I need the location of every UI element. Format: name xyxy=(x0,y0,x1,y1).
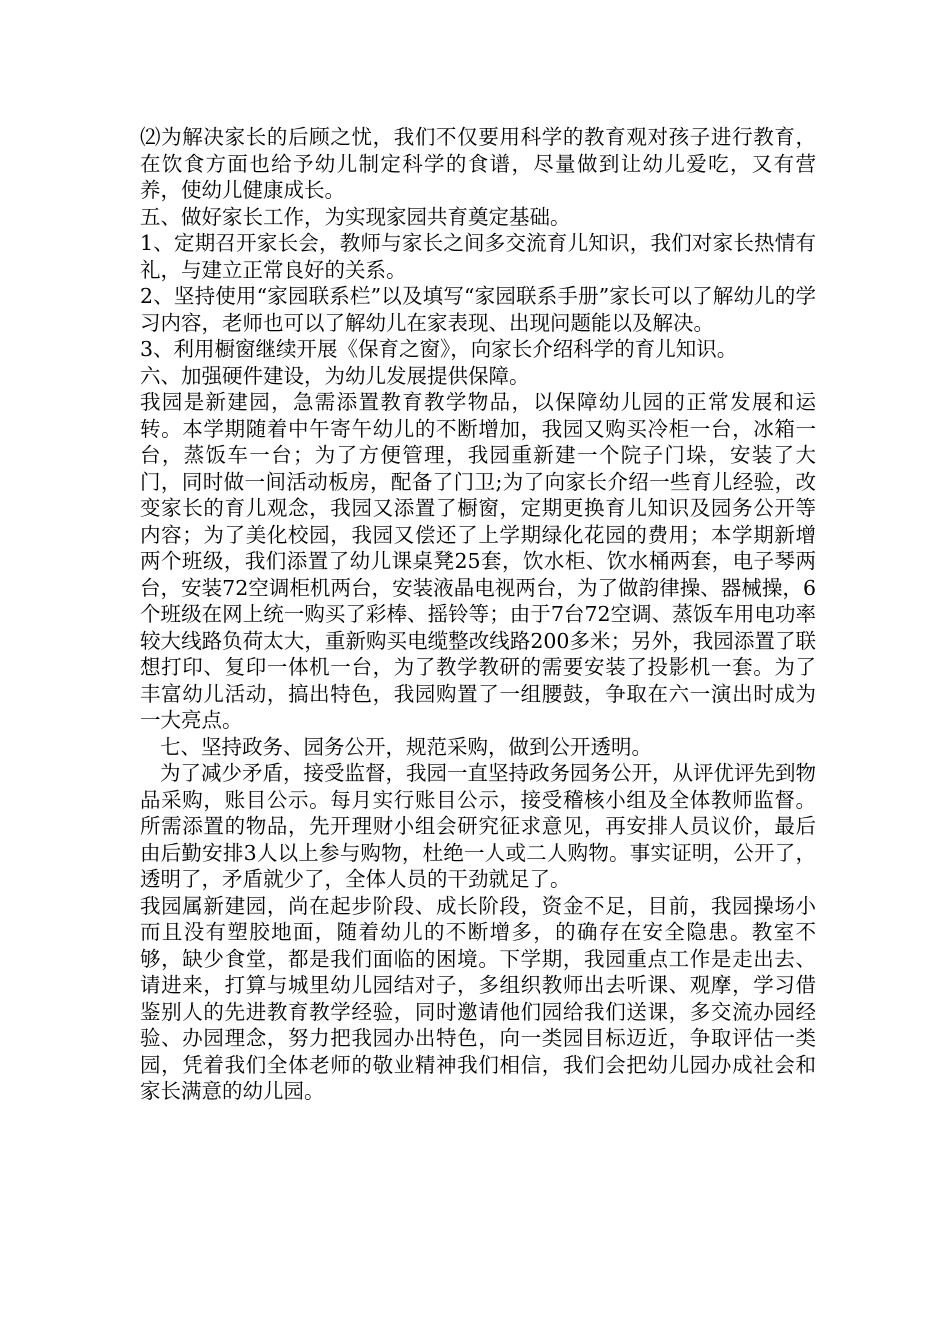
section-heading-parent-work: 五、做好家长工作，为实现家园共育奠定基础。 xyxy=(140,204,571,229)
document-body xyxy=(140,124,816,1105)
paragraph-hardware-purchases: 我园是新建园，急需添置教育教学物品，以保障幼儿园的正常发展和运转。本学期随着中午寄午幼儿的不断增加，我园又购买冷柜一台，冰箱一台，蒸饭车一台；为了方便管理，我园重新建一个院子门垛，安装了大门，同时做一间活动板房，配备了门卫;为了向家长介绍一些育儿经验，改变家长的育儿观念，我园又添置了橱窗，定期更换育儿知识及园务公开等内容；为了美化校园，我园又偿还了上学期绿化花园的费用；本学期新增两个班级，我们添置了幼儿课桌凳25套，饮水柜、饮水桶两套，电子琴两台，安装72空调柜机两台，安装液晶电视两台，为了做韵律操、器械操，6个班级在网上统一购买了彩棒、摇铃等；由于7台72空调、蒸饭车用电功率较大线路负荷太大，重新购买电缆整改线路200多米；另外，我园添置了联想打印、复印一体机一台，为了教学教研的需要安装了投影机一套。为了丰富幼儿活动，搞出特色，我园购置了一组腰鼓，争取在六一演出时成为一大亮点。 xyxy=(140,390,816,732)
section-heading-transparency: 七、坚持政务、园务公开，规范采购，做到公开透明。 xyxy=(160,734,652,759)
paragraph-future-plans: 我园属新建园，尚在起步阶段、成长阶段，资金不足，目前，我园操场小而且没有塑胶地面，随着幼儿的不断增多，的确存在安全隐患。教室不够，缺少食堂，都是我们面临的困境。下学期，我园重点工作是走出去、请进来，打算与城里幼儿园结对子，多组织教师出去听课、观摩，学习借鉴别人的先进教育教学经验，同时邀请他们园给我们送课，多交流办园经验、办园理念，努力把我园办出特色，向一类园目标迈近，争取评估一类园，凭着我们全体老师的敬业精神我们相信，我们会把幼儿园办成社会和家长满意的幼儿园。 xyxy=(140,893,816,1103)
section-heading-hardware: 六、加强硬件建设，为幼儿发展提供保障。 xyxy=(140,363,530,388)
paragraph-showcase-window: 3、利用橱窗继续开展《保育之窗》，向家长介绍科学的育儿知识。 xyxy=(140,337,738,361)
paragraph-parent-meetings: 1、定期召开家长会，教师与家长之间多交流育儿知识，我们对家长热情有礼，与建立正常良好的关系。 xyxy=(140,231,816,282)
paragraph-diet-plan: ⑵为解决家长的后顾之忧，我们不仅要用科学的教育观对孩子进行教育，在饮食方面也给予幼儿制定科学的食谱，尽量做到让幼儿爱吃，又有营养，使幼儿健康成长。 xyxy=(140,125,816,202)
paragraph-transparency: 为了减少矛盾，接受监督，我园一直坚持政务园务公开，从评优评先到物品采购，账目公示。每月实行账目公示，接受稽核小组及全体教师监督。所需添置的物品，先开理财小组会研究征求意见，再安排人员议价，最后由后勤安排3人以上参与购物，杜绝一人或二人购物。事实证明，公开了，透明了，矛盾就少了，全体人员的干劲就足了。 xyxy=(140,761,816,891)
paragraph-home-school-contact: 2、坚持使用“家园联系栏”以及填写“家园联系手册”家长可以了解幼儿的学习内容，老师也可以了解幼儿在家表现、出现问题能以及解决。 xyxy=(140,284,816,335)
